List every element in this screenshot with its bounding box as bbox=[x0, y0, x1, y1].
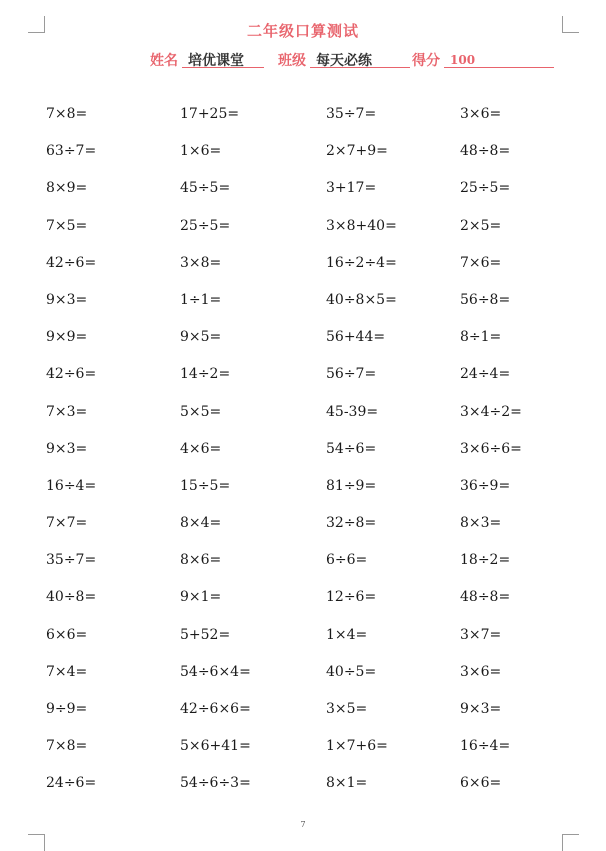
math-problem: 1×6= bbox=[180, 143, 222, 160]
problem-row bbox=[46, 513, 566, 550]
math-problem: 8×9= bbox=[46, 180, 88, 197]
math-problem: 45-39= bbox=[326, 403, 379, 420]
math-problem: 6×6= bbox=[460, 775, 502, 792]
problem-row bbox=[46, 773, 566, 810]
math-problem: 1×4= bbox=[326, 626, 368, 643]
problem-row bbox=[46, 439, 566, 476]
problem-row bbox=[46, 364, 566, 401]
math-problem: 7×6= bbox=[460, 254, 502, 271]
math-problem: 9×5= bbox=[180, 329, 222, 346]
math-problem: 45÷5= bbox=[180, 180, 231, 197]
math-problem: 56+44= bbox=[326, 329, 386, 346]
student-info-row bbox=[150, 50, 570, 72]
math-problem: 7×8= bbox=[46, 106, 88, 122]
math-problem: 9÷9= bbox=[46, 701, 88, 717]
math-problem: 8×6= bbox=[180, 552, 222, 569]
score-label: 得分 bbox=[412, 53, 440, 69]
math-problem: 7×4= bbox=[46, 663, 88, 680]
problem-row bbox=[46, 141, 566, 178]
math-problem: 42÷6×6= bbox=[180, 701, 251, 717]
page-title: 二年级口算测试 bbox=[246, 22, 359, 40]
problem-row bbox=[46, 699, 566, 736]
math-problem: 3+17= bbox=[326, 180, 377, 197]
math-problem: 54÷6= bbox=[326, 440, 377, 457]
math-problem: 9×3= bbox=[460, 701, 502, 717]
math-problem: 25÷5= bbox=[460, 180, 511, 197]
math-problem: 3×5= bbox=[326, 701, 368, 717]
problem-row bbox=[46, 625, 566, 662]
problem-row bbox=[46, 178, 566, 215]
math-problem: 2×7+9= bbox=[326, 143, 388, 160]
problem-row bbox=[46, 550, 566, 587]
math-problem: 48÷8= bbox=[460, 143, 511, 160]
math-problem: 54÷6×4= bbox=[180, 663, 251, 680]
math-problem: 3×6= bbox=[460, 106, 502, 122]
math-problem: 3×8+40= bbox=[326, 217, 397, 234]
math-problem: 40÷8×5= bbox=[326, 291, 397, 308]
math-problem: 1÷1= bbox=[180, 291, 222, 308]
corner-mark-bottom-right bbox=[562, 834, 579, 851]
problem-row bbox=[46, 327, 566, 364]
math-problem: 5×5= bbox=[180, 403, 222, 420]
score-field[interactable]: 100 bbox=[444, 50, 554, 68]
problem-row bbox=[46, 104, 566, 141]
math-problem: 24÷6= bbox=[46, 775, 97, 792]
math-problem: 16÷2÷4= bbox=[326, 254, 397, 271]
math-problem: 17+25= bbox=[180, 106, 240, 122]
math-problem: 16÷4= bbox=[46, 477, 97, 494]
math-problem: 81÷9= bbox=[326, 477, 377, 494]
math-problem: 3×4÷2= bbox=[460, 403, 522, 420]
problem-row bbox=[46, 736, 566, 773]
page-number: 7 bbox=[300, 820, 306, 829]
math-problem: 4×6= bbox=[180, 440, 222, 457]
problem-row bbox=[46, 662, 566, 699]
math-problem: 40÷8= bbox=[46, 589, 97, 606]
math-problem: 3×7= bbox=[460, 626, 502, 643]
problem-row bbox=[46, 253, 566, 290]
math-problem: 32÷8= bbox=[326, 515, 377, 532]
math-problem: 15÷5= bbox=[180, 477, 231, 494]
class-field[interactable]: 每天必练 bbox=[310, 50, 410, 68]
math-problem: 40÷5= bbox=[326, 663, 377, 680]
math-problem: 9×3= bbox=[46, 440, 88, 457]
problem-grid bbox=[46, 104, 566, 811]
corner-mark-bottom-left bbox=[28, 834, 45, 851]
math-problem: 54÷6÷3= bbox=[180, 775, 251, 792]
math-problem: 3×6÷6= bbox=[460, 440, 522, 457]
math-problem: 36÷9= bbox=[460, 477, 511, 494]
math-problem: 56÷7= bbox=[326, 366, 377, 383]
math-problem: 3×8= bbox=[180, 254, 222, 271]
math-problem: 63÷7= bbox=[46, 143, 97, 160]
math-problem: 56÷8= bbox=[460, 291, 511, 308]
math-problem: 3×6= bbox=[460, 663, 502, 680]
math-problem: 9×9= bbox=[46, 329, 88, 346]
math-problem: 42÷6= bbox=[46, 366, 97, 383]
math-problem: 12÷6= bbox=[326, 589, 377, 606]
name-field[interactable]: 培优课堂 bbox=[182, 50, 264, 68]
math-problem: 42÷6= bbox=[46, 254, 97, 271]
math-problem: 8×1= bbox=[326, 775, 368, 792]
math-problem: 9×3= bbox=[46, 291, 88, 308]
math-problem: 7×8= bbox=[46, 738, 88, 755]
class-label: 班级 bbox=[278, 53, 306, 69]
problem-row bbox=[46, 476, 566, 513]
math-problem: 14÷2= bbox=[180, 366, 231, 383]
math-problem: 18÷2= bbox=[460, 552, 511, 569]
math-problem: 5+52= bbox=[180, 626, 231, 643]
math-problem: 8×4= bbox=[180, 515, 222, 532]
math-problem: 35÷7= bbox=[46, 552, 97, 569]
math-problem: 35÷7= bbox=[326, 106, 377, 122]
math-problem: 6×6= bbox=[46, 626, 88, 643]
math-problem: 9×1= bbox=[180, 589, 222, 606]
math-problem: 7×3= bbox=[46, 403, 88, 420]
math-problem: 16÷4= bbox=[460, 738, 511, 755]
problem-row bbox=[46, 587, 566, 624]
math-problem: 48÷8= bbox=[460, 589, 511, 606]
problem-row bbox=[46, 402, 566, 439]
math-problem: 7×7= bbox=[46, 515, 88, 532]
math-problem: 25÷5= bbox=[180, 217, 231, 234]
math-problem: 5×6+41= bbox=[180, 738, 251, 755]
math-problem: 8÷1= bbox=[460, 329, 502, 346]
math-problem: 7×5= bbox=[46, 217, 88, 234]
problem-row bbox=[46, 290, 566, 327]
problem-row bbox=[46, 216, 566, 253]
math-problem: 1×7+6= bbox=[326, 738, 388, 755]
math-problem: 24÷4= bbox=[460, 366, 511, 383]
math-problem: 2×5= bbox=[460, 217, 502, 234]
math-problem: 8×3= bbox=[460, 515, 502, 532]
name-label: 姓名 bbox=[150, 53, 178, 69]
math-problem: 6÷6= bbox=[326, 552, 368, 569]
